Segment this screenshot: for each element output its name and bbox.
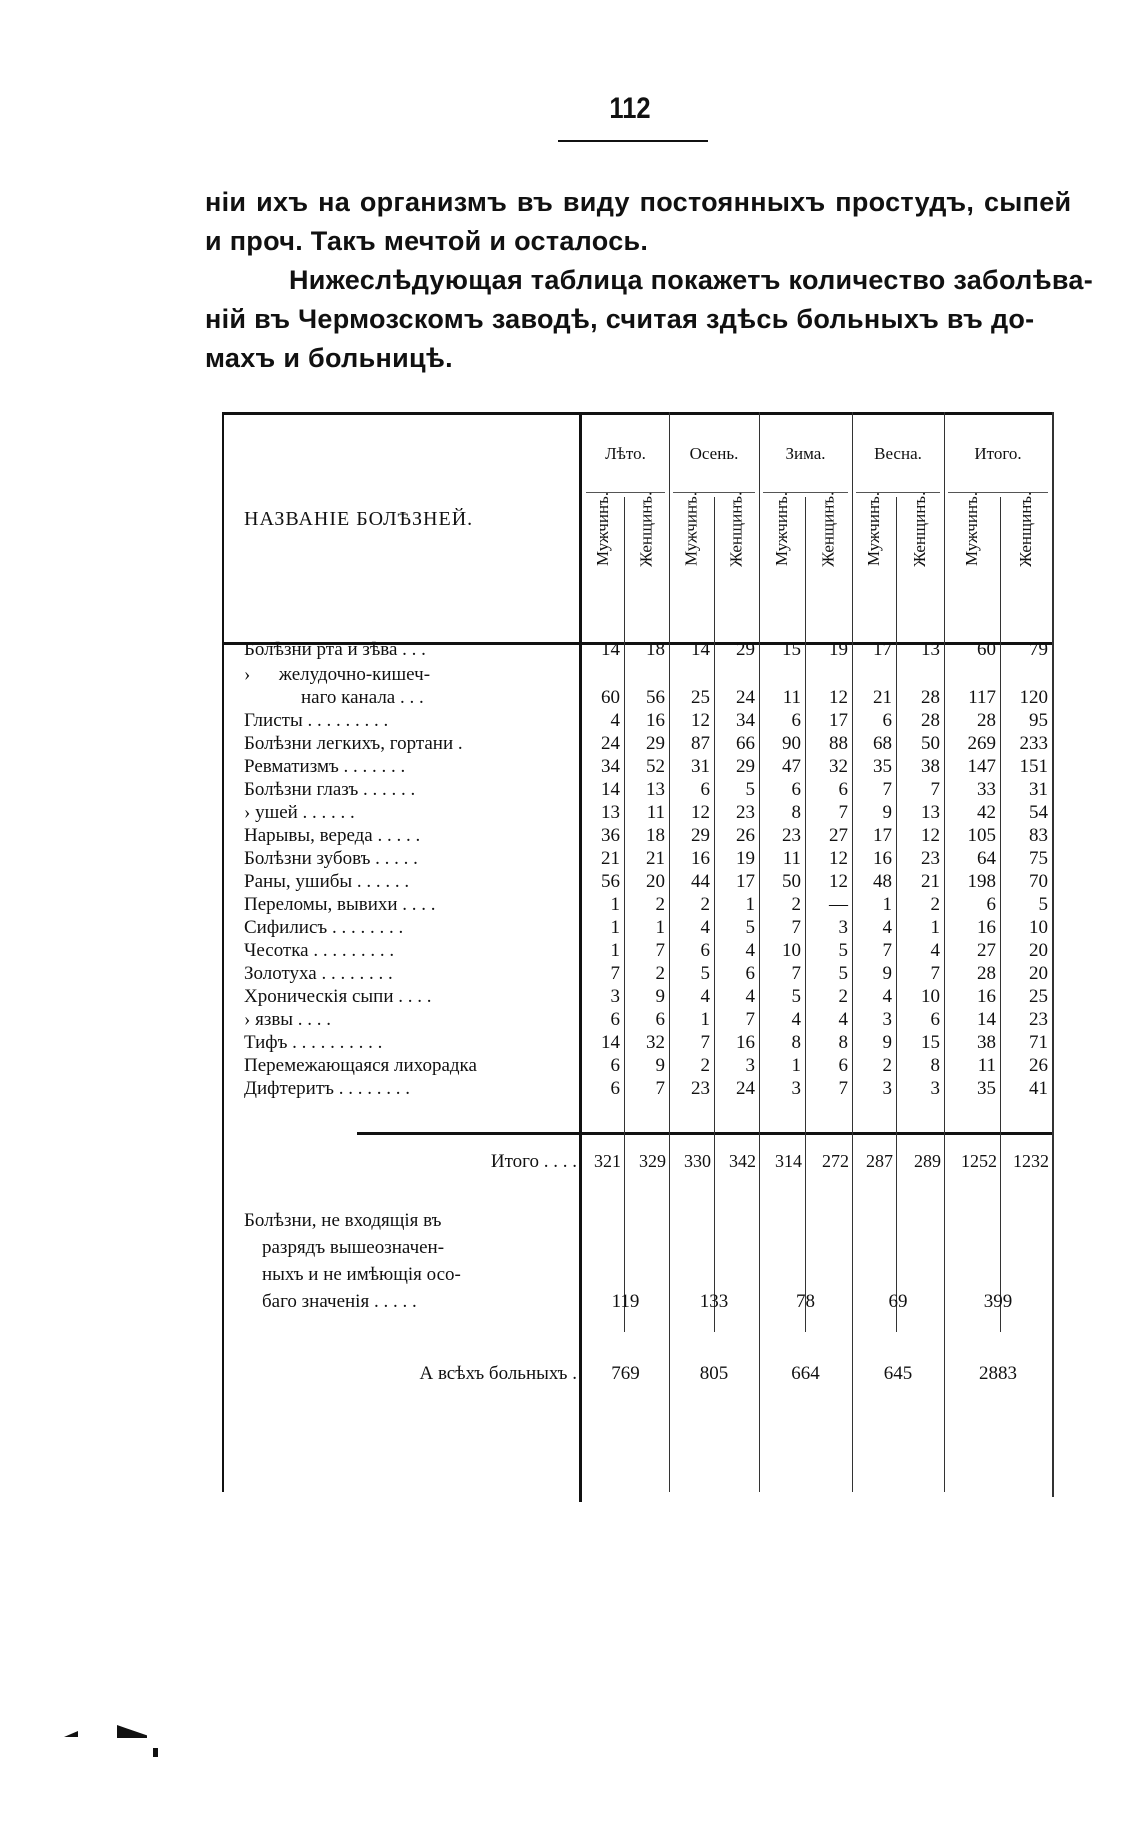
cell-value: 19 (736, 848, 755, 869)
table-row (222, 871, 1054, 894)
disease-name: Болѣзни глазъ . . . . . . (244, 779, 416, 800)
cell-value: 56 (646, 687, 665, 708)
cell-value: 23 (782, 825, 801, 846)
other-diseases-label: ныхъ и не имѣющія осо- (262, 1264, 461, 1285)
cell-value: 60 (977, 639, 996, 660)
cell-value: 47 (782, 756, 801, 777)
cell-value: 4 (745, 940, 755, 961)
disease-name: наго канала . . . (244, 687, 424, 708)
cell-value: 26 (736, 825, 755, 846)
paragraph-1 (205, 183, 1072, 261)
cell-value: 17 (873, 639, 892, 660)
cell-value: 14 (691, 639, 710, 660)
all-patients-value: 2883 (979, 1363, 1017, 1384)
cell-value: 13 (646, 779, 665, 800)
cell-value: 8 (791, 1032, 801, 1053)
cell-value: 87 (691, 733, 710, 754)
cell-value: 16 (646, 710, 665, 731)
cell-value: 25 (691, 687, 710, 708)
cell-value: 35 (977, 1078, 996, 1099)
paragraph-line: и проч. Такъ мечтой и осталось. (205, 226, 649, 256)
season-header: Зима. (785, 444, 826, 463)
total-row (222, 1151, 1054, 1174)
other-diseases-row (222, 1291, 1054, 1314)
cell-value: 1 (610, 894, 620, 915)
cell-value: 7 (882, 779, 892, 800)
cell-value: 1 (655, 917, 665, 938)
cell-value: 21 (873, 687, 892, 708)
cell-value: 1 (700, 1009, 710, 1030)
cell-value: 28 (977, 963, 996, 984)
cell-value: 105 (967, 825, 996, 846)
disease-name: Чесотка . . . . . . . . . (244, 940, 395, 961)
cell-value: 6 (700, 940, 710, 961)
season-header: Весна. (874, 444, 922, 463)
disease-table (222, 412, 1054, 1847)
cell-value: 20 (1029, 940, 1048, 961)
cell-value: 4 (700, 986, 710, 1007)
cell-value: 14 (601, 779, 620, 800)
cell-value: 198 (967, 871, 996, 892)
cell-value: 7 (700, 1032, 710, 1053)
disease-name: › ушей . . . . . . (244, 802, 355, 823)
cell-value: 11 (782, 848, 801, 869)
disease-name: Тифъ . . . . . . . . . . (244, 1032, 383, 1053)
cell-value: 21 (601, 848, 620, 869)
cell-value: 38 (921, 756, 940, 777)
disease-name: Золотуха . . . . . . . . (244, 963, 393, 984)
cell-value: 4 (930, 940, 940, 961)
cell-value: 7 (745, 1009, 755, 1030)
table-row (222, 917, 1054, 940)
cell-value: 13 (921, 802, 940, 823)
cell-value: 5 (838, 940, 848, 961)
cell-value: 70 (1029, 871, 1048, 892)
cell-value: 1 (610, 940, 620, 961)
cell-value: 7 (838, 1078, 848, 1099)
cell-value: 18 (646, 825, 665, 846)
other-diseases-value: 69 (888, 1291, 908, 1312)
cell-value: 151 (1019, 756, 1048, 777)
cell-value: — (829, 894, 848, 915)
cell-value: 1 (930, 917, 940, 938)
cell-value: 9 (882, 963, 892, 984)
cell-value: 3 (745, 1055, 755, 1076)
table-row (222, 639, 1054, 662)
table-row (222, 894, 1054, 917)
table-row (222, 687, 1054, 710)
cell-value: 14 (601, 1032, 620, 1053)
cell-value: 8 (791, 802, 801, 823)
table-row (222, 986, 1054, 1009)
other-diseases-value: 78 (796, 1291, 815, 1312)
disease-name: Болѣзни рта и зѣва . . . (244, 639, 426, 660)
table-row (222, 664, 1054, 687)
sex-column-header: Женщинъ. (818, 492, 838, 568)
cell-value: 1 (610, 917, 620, 938)
cell-value: 5 (745, 917, 755, 938)
disease-name: Ревматизмъ . . . . . . . (244, 756, 406, 777)
page-number-rule (558, 140, 708, 142)
cell-value: 12 (691, 710, 710, 731)
cell-value: 68 (873, 733, 892, 754)
cell-value: 15 (921, 1032, 940, 1053)
cell-value: 2 (655, 963, 665, 984)
cell-value: 79 (1029, 639, 1048, 660)
cell-value: 48 (873, 871, 892, 892)
total-value: 321 (594, 1151, 621, 1171)
total-value: 330 (684, 1151, 711, 1171)
cell-value: 90 (782, 733, 801, 754)
total-label: Итого . . . . (490, 1151, 577, 1172)
cell-value: 32 (829, 756, 848, 777)
table-row (222, 963, 1054, 986)
table-row (222, 710, 1054, 733)
cell-value: 6 (838, 779, 848, 800)
other-diseases-label: Болѣзни, не входящія въ (244, 1210, 442, 1231)
total-value: 1252 (961, 1151, 997, 1171)
cell-value: 1 (745, 894, 755, 915)
cell-value: 54 (1029, 802, 1048, 823)
total-value: 289 (914, 1151, 941, 1171)
table-row (222, 1055, 1054, 1078)
other-diseases-label-line (222, 1237, 582, 1260)
cell-value: 23 (736, 802, 755, 823)
other-diseases-value: 133 (699, 1291, 729, 1312)
cell-value: 5 (838, 963, 848, 984)
cell-value: 12 (829, 871, 848, 892)
table-row (222, 1078, 1054, 1101)
cell-value: 15 (782, 639, 801, 660)
cell-value: 10 (782, 940, 801, 961)
cell-value: 6 (655, 1009, 665, 1030)
cell-value: 10 (921, 986, 940, 1007)
cell-value: 7 (930, 779, 940, 800)
total-value: 342 (729, 1151, 756, 1171)
cell-value: 11 (782, 687, 801, 708)
disease-name: › желудочно-кишеч- (244, 664, 431, 685)
cell-value: 5 (700, 963, 710, 984)
cell-value: 18 (646, 639, 665, 660)
disease-name: › язвы . . . . (244, 1009, 332, 1030)
cell-value: 23 (691, 1078, 710, 1099)
total-value: 272 (822, 1151, 849, 1171)
cell-value: 50 (921, 733, 940, 754)
cell-value: 12 (829, 687, 848, 708)
cell-value: 3 (610, 986, 620, 1007)
cell-value: 88 (829, 733, 848, 754)
cell-value: 24 (736, 687, 755, 708)
cell-value: 83 (1029, 825, 1048, 846)
disease-name: Нарывы, вереда . . . . . (244, 825, 421, 846)
cell-value: 16 (977, 917, 996, 938)
cell-value: 52 (646, 756, 665, 777)
disease-name: Дифтеритъ . . . . . . . . (244, 1078, 410, 1099)
cell-value: 117 (968, 687, 996, 708)
cell-value: 4 (610, 710, 620, 731)
cell-value: 3 (882, 1078, 892, 1099)
other-diseases-label: разрядъ вышеозначен- (262, 1237, 445, 1258)
cell-value: 17 (873, 825, 892, 846)
disease-name: Переломы, вывихи . . . . (244, 894, 436, 915)
table-row (222, 825, 1054, 848)
cell-value: 147 (967, 756, 996, 777)
table-top-border (222, 412, 1054, 415)
cell-value: 2 (838, 986, 848, 1007)
paragraph-line: ній въ Чермозскомъ заводѣ, считая здѣсь больныхъ въ до- (205, 304, 1035, 334)
cell-value: 3 (930, 1078, 940, 1099)
total-value: 314 (775, 1151, 802, 1171)
cell-value: 269 (967, 733, 996, 754)
cell-value: 28 (921, 687, 940, 708)
cell-value: 2 (700, 1055, 710, 1076)
cell-value: 36 (601, 825, 620, 846)
cell-value: 12 (829, 848, 848, 869)
cell-value: 6 (838, 1055, 848, 1076)
paragraph-2 (205, 261, 1094, 378)
cell-value: 5 (745, 779, 755, 800)
cell-value: 27 (977, 940, 996, 961)
cell-value: 12 (921, 825, 940, 846)
cell-value: 14 (977, 1009, 996, 1030)
cell-value: 29 (736, 639, 755, 660)
cell-value: 27 (829, 825, 848, 846)
table-row (222, 1009, 1054, 1032)
other-diseases-label-line (222, 1264, 582, 1287)
disease-name: Болѣзни легкихъ, гортани . (244, 733, 463, 754)
cell-value: 7 (610, 963, 620, 984)
cell-value: 233 (1019, 733, 1048, 754)
cell-value: 10 (1029, 917, 1048, 938)
all-patients-row (222, 1363, 1054, 1386)
cell-value: 2 (882, 1055, 892, 1076)
cell-value: 5 (1038, 894, 1048, 915)
sex-column-header: Мужчинъ. (593, 492, 612, 567)
all-patients-value: 664 (791, 1363, 820, 1384)
cell-value: 31 (691, 756, 710, 777)
cell-value: 9 (655, 1055, 665, 1076)
total-value: 329 (639, 1151, 666, 1171)
cell-value: 6 (986, 894, 996, 915)
cell-value: 8 (930, 1055, 940, 1076)
cell-value: 6 (610, 1055, 620, 1076)
paragraph-line: махъ и больницѣ. (205, 343, 453, 373)
scan-artifact (117, 1725, 147, 1738)
table-row (222, 940, 1054, 963)
cell-value: 28 (921, 710, 940, 731)
sex-column-header: Мужчинъ. (962, 492, 981, 567)
cell-value: 12 (691, 802, 710, 823)
cell-value: 4 (838, 1009, 848, 1030)
disease-name: Хроническія сыпи . . . . (244, 986, 432, 1007)
cell-value: 20 (646, 871, 665, 892)
paragraph-line: ніи ихъ на организмъ въ виду постоянныхъ простудъ, сыпей (205, 187, 1072, 217)
cell-value: 56 (601, 871, 620, 892)
cell-value: 25 (1029, 986, 1048, 1007)
season-header: Лѣто. (605, 444, 646, 463)
cell-value: 29 (736, 756, 755, 777)
cell-value: 2 (791, 894, 801, 915)
cell-value: 9 (882, 802, 892, 823)
cell-value: 7 (791, 963, 801, 984)
table-row (222, 756, 1054, 779)
total-top-border (357, 1132, 1054, 1135)
cell-value: 6 (882, 710, 892, 731)
cell-value: 66 (736, 733, 755, 754)
cell-value: 21 (646, 848, 665, 869)
cell-value: 8 (838, 1032, 848, 1053)
table-row (222, 802, 1054, 825)
disease-name: Болѣзни зубовъ . . . . . (244, 848, 418, 869)
cell-value: 29 (691, 825, 710, 846)
cell-value: 44 (691, 871, 710, 892)
cell-value: 1 (882, 894, 892, 915)
cell-value: 6 (791, 779, 801, 800)
season-header: Осень. (689, 444, 739, 463)
cell-value: 7 (791, 917, 801, 938)
cell-value: 1 (791, 1055, 801, 1076)
all-patients-label: А всѣхъ больныхъ . (419, 1363, 577, 1384)
cell-value: 9 (882, 1032, 892, 1053)
cell-value: 17 (829, 710, 848, 731)
sex-column-header: Женщинъ. (636, 492, 656, 568)
other-diseases-label: баго значенія . . . . . (262, 1291, 417, 1312)
cell-value: 29 (646, 733, 665, 754)
sex-column-header: Мужчинъ. (681, 492, 701, 567)
cell-value: 2 (700, 894, 710, 915)
cell-value: 3 (838, 917, 848, 938)
cell-value: 16 (873, 848, 892, 869)
sex-column-header: Мужчинъ. (864, 492, 883, 567)
disease-name-header: НАЗВАНІЕ БОЛѢЗНЕЙ. (244, 508, 474, 530)
cell-value: 13 (601, 802, 620, 823)
cell-value: 42 (977, 802, 996, 823)
all-patients-value: 645 (883, 1363, 913, 1384)
cell-value: 34 (736, 710, 755, 731)
cell-value: 17 (736, 871, 755, 892)
cell-value: 60 (601, 687, 620, 708)
disease-name: Перемежающаяся лихорадка (244, 1055, 477, 1076)
cell-value: 26 (1029, 1055, 1048, 1076)
cell-value: 20 (1029, 963, 1048, 984)
cell-value: 120 (1019, 687, 1048, 708)
cell-value: 34 (601, 756, 620, 777)
page-number: 112 (609, 92, 651, 125)
table-row (222, 779, 1054, 802)
sex-column-header: Женщинъ. (910, 492, 929, 568)
cell-value: 24 (601, 733, 620, 754)
sex-column-header: Женщинъ. (726, 492, 746, 568)
scan-artifact (64, 1731, 78, 1737)
cell-value: 16 (736, 1032, 755, 1053)
sex-column-header: Женщинъ. (1016, 492, 1035, 568)
cell-value: 7 (882, 940, 892, 961)
cell-value: 3 (882, 1009, 892, 1030)
cell-value: 5 (791, 986, 801, 1007)
cell-value: 23 (1029, 1009, 1048, 1030)
cell-value: 21 (921, 871, 940, 892)
cell-value: 41 (1029, 1078, 1048, 1099)
cell-value: 35 (873, 756, 892, 777)
all-patients-value: 805 (699, 1363, 729, 1384)
cell-value: 6 (610, 1078, 620, 1099)
cell-value: 50 (782, 871, 801, 892)
cell-value: 7 (655, 940, 665, 961)
cell-value: 6 (700, 779, 710, 800)
cell-value: 33 (977, 779, 996, 800)
cell-value: 3 (791, 1078, 801, 1099)
paragraph-line: Нижеслѣдующая таблица покажетъ количество заболѣва- (289, 265, 1094, 295)
all-patients-value: 769 (611, 1363, 640, 1384)
table-row (222, 1032, 1054, 1055)
cell-value: 7 (838, 802, 848, 823)
season-header: Итого. (974, 444, 1022, 463)
other-diseases-label-line (222, 1210, 582, 1233)
total-value: 1232 (1013, 1151, 1049, 1171)
cell-value: 71 (1029, 1032, 1048, 1053)
cell-value: 2 (930, 894, 940, 915)
table-row (222, 733, 1054, 756)
cell-value: 28 (977, 710, 996, 731)
cell-value: 32 (646, 1032, 665, 1053)
cell-value: 6 (610, 1009, 620, 1030)
cell-value: 9 (655, 986, 665, 1007)
scan-artifact (153, 1748, 158, 1757)
cell-value: 6 (745, 963, 755, 984)
disease-name: Раны, ушибы . . . . . . (244, 871, 410, 892)
cell-value: 95 (1029, 710, 1048, 731)
sex-column-header: Мужчинъ. (772, 492, 791, 567)
cell-value: 7 (655, 1078, 665, 1099)
cell-value: 7 (930, 963, 940, 984)
cell-value: 2 (655, 894, 665, 915)
cell-value: 16 (977, 986, 996, 1007)
cell-value: 4 (791, 1009, 801, 1030)
cell-value: 6 (930, 1009, 940, 1030)
cell-value: 4 (700, 917, 710, 938)
cell-value: 23 (921, 848, 940, 869)
disease-name: Глисты . . . . . . . . . (244, 710, 389, 731)
cell-value: 19 (829, 639, 848, 660)
cell-value: 13 (921, 639, 940, 660)
cell-value: 75 (1029, 848, 1048, 869)
cell-value: 24 (736, 1078, 755, 1099)
other-diseases-value: 119 (611, 1291, 640, 1312)
cell-value: 64 (977, 848, 996, 869)
cell-value: 14 (601, 639, 620, 660)
total-value: 287 (866, 1151, 893, 1171)
cell-value: 38 (977, 1032, 996, 1053)
cell-value: 4 (882, 986, 892, 1007)
cell-value: 11 (977, 1055, 996, 1076)
table-row (222, 848, 1054, 871)
disease-name: Сифилисъ . . . . . . . . (244, 917, 404, 938)
cell-value: 11 (646, 802, 665, 823)
cell-value: 31 (1029, 779, 1048, 800)
other-diseases-value: 399 (983, 1291, 1013, 1312)
cell-value: 4 (745, 986, 755, 1007)
cell-value: 16 (691, 848, 710, 869)
cell-value: 6 (791, 710, 801, 731)
cell-value: 4 (882, 917, 892, 938)
